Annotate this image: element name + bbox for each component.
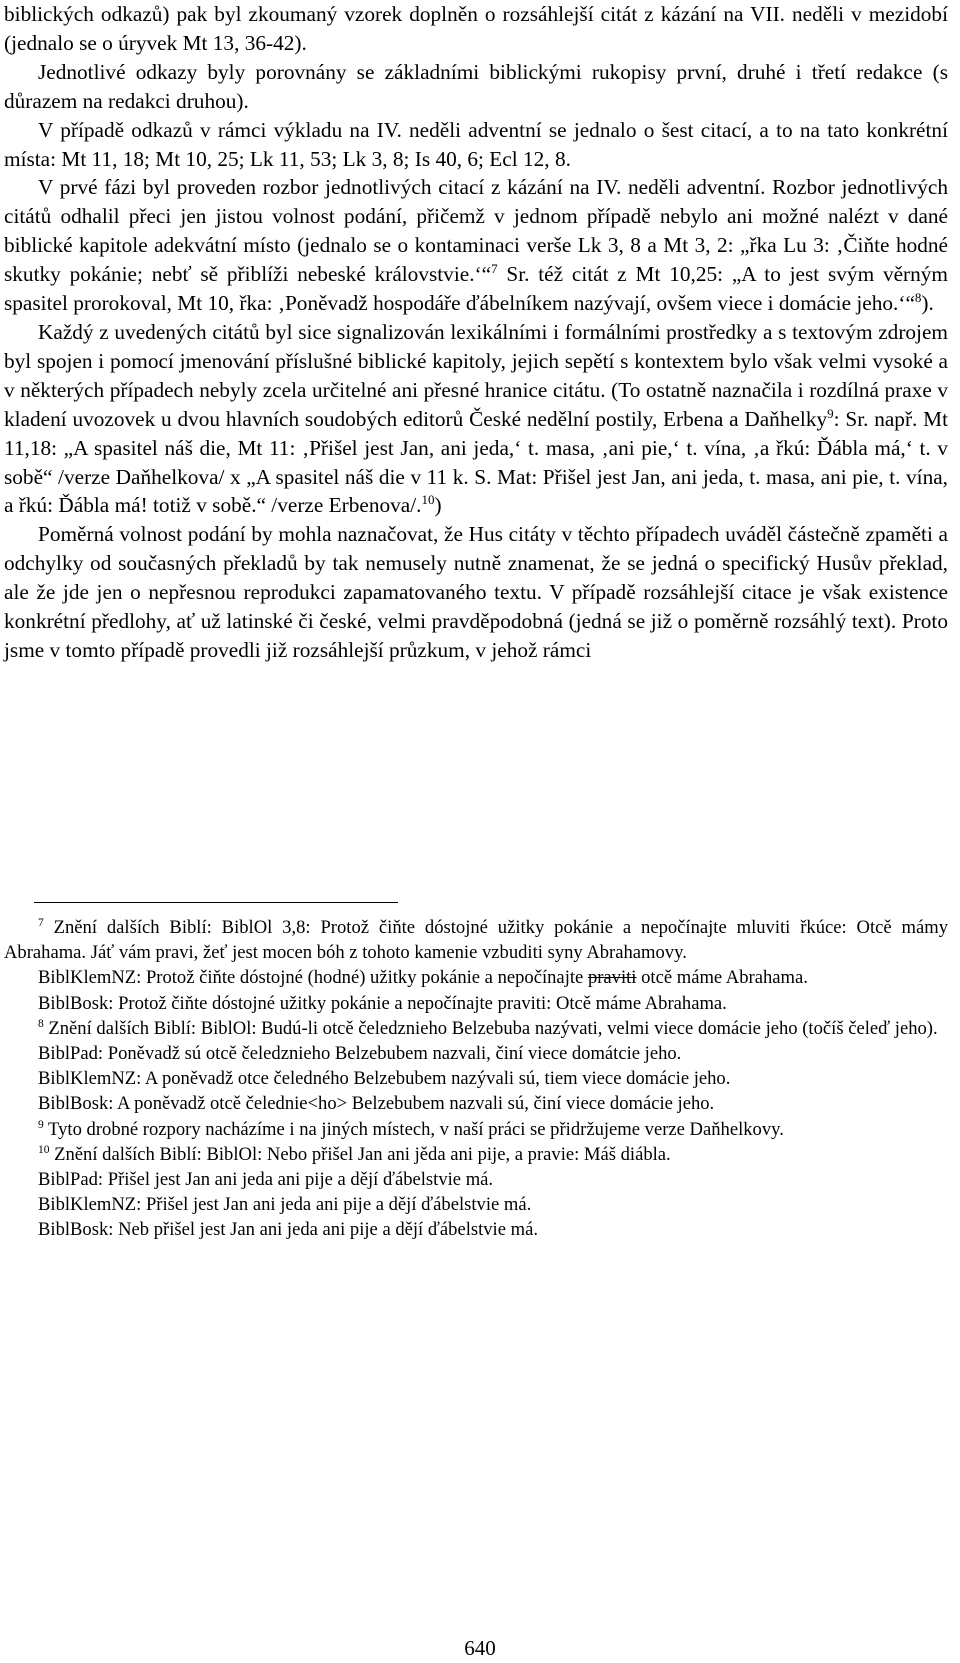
- footnotes: [4, 915, 948, 1243]
- footnote-9-text: Tyto drobné rozpory nacházíme i na jiných místech, v naší práci se přidržujeme verze Daňhelkovy.: [43, 1118, 784, 1140]
- paragraph-2: Jednotlivé odkazy byly porovnány se základními biblickými rukopisy první, druhé i třetí redakce (s důrazem na redakci druhou).: [4, 59, 948, 113]
- footnote-8-bosk: BiblBosk: A poněvadž otcě čelednie<ho> Belzebubem nazvali sú, činí viece domácie jeho.: [38, 1093, 715, 1115]
- footnote-7-klem-struck: praviti: [587, 967, 637, 989]
- footnote-9-number: 9: [38, 1118, 44, 1131]
- footnote-8: [4, 1016, 948, 1041]
- footnote-separator: [34, 902, 398, 903]
- footnote-8-number: 8: [38, 1017, 44, 1030]
- paragraph-6: Poměrná volnost podání by mohla naznačovat, že Hus citáty v těchto případech uváděl částečně zpaměti a odchylky od současných překladů by tak nemusely nutně znamenat, že se jedná o specifický Husův překlad, ale že jde jen o nepřesnou reprodukci zapamatovaného textu. V případě rozsáhlejší citace je však existence konkrétní předlohy, ať už latinské či české, velmi pravděpodobná (jedná se již o poměrně rozsáhlý text). Proto jsme v tomto případě provedli již rozsáhlejší průzkum, v jehož rámci: [4, 522, 948, 662]
- paragraph-1: biblických odkazů) pak byl zkoumaný vzorek doplněn o rozsáhlejší citát z kázání na VII. neděli v mezidobí (jednalo se o úryvek Mt 13, 36-42).: [4, 2, 948, 55]
- footnote-10-bosk: BiblBosk: Neb přišel jest Jan ani jeda ani pije a dějí ďábelstvie má.: [38, 1219, 538, 1241]
- footnote-ref-8[interactable]: 8: [914, 289, 922, 305]
- footnote-8-klem: BiblKlemNZ: A poněvadž otce čeledného Belzebubem nazývali sú, tiem viece domácie jeho.: [38, 1068, 731, 1090]
- footnote-10-text: Znění dalších Biblí: BiblOl: Nebo přišel Jan ani jěda ani pije, a pravie: Máš diábla.: [49, 1143, 671, 1165]
- footnote-10-pad: BiblPad: Přišel jest Jan ani jeda ani pije a dějí ďábelstvie má.: [38, 1169, 494, 1191]
- footnote-9: [4, 1117, 948, 1142]
- main-text: [4, 0, 948, 665]
- footnote-8-pad: BiblPad: Poněvadž sú otcě čeledznieho Belzebubem nazvali, činí viece domátcie jeho.: [38, 1043, 682, 1065]
- paragraph-4: [4, 173, 948, 318]
- paragraph-5-text-c: ): [434, 493, 442, 518]
- footnote-7-text: Znění dalších Biblí: BiblOl 3,8: Protož čiňte dóstojné užitky pokánie a nepočínajte mluviti řkúce: Otcě mámy Abrahama. Jáť vám pravi, žeť jest mocen bóh z tohoto kamenie vzbuditi syny Abrahamovy.: [4, 917, 948, 964]
- paragraph-4-text-b: Sr. též citát z Mt 10,25: „A to jest svým věrným spasitel prorokoval, Mt 10, řka: ‚Poněvadž hospodáře ďábelníkem nazývají, ovšem viece i domácie jeho.‘“: [4, 262, 948, 316]
- footnote-7-klem: [4, 965, 948, 990]
- footnote-7-klem-a: BiblKlemNZ: Protož čiňte dóstojné (hodné) užitky pokánie a nepočínajte: [38, 967, 588, 989]
- paragraph-4-text-a: V prvé fázi byl proveden rozbor jednotlivých citací z kázání na IV. neděli adventní. Rozbor jednotlivých citátů odhalil přeci jen jistou volnost podání, přičemž v jednom případě nebylo ani možné nalézt v dané biblické kapitole adekvátní místo (jednalo se o kontaminaci verše Lk 3, 8 a Mt 3, 2: „řka Lu 3: ‚Čiňte hodné skutky pokánie; nebť sě přiblíži nebeské královstvie.‘“: [4, 175, 948, 287]
- footnote-ref-10[interactable]: 10: [421, 492, 435, 508]
- paragraph-5: [4, 318, 948, 520]
- footnote-ref-7[interactable]: 7: [491, 261, 498, 277]
- paragraph-5-text-a: Každý z uvedených citátů byl sice signalizován lexikálními i formálními prostředky a s textovým zdrojem byl spojen i pomocí jmenování příslušné biblické kapitoly, jejich sepětí s kontextem bylo však velmi vysoké a v některých případech nebyly zcela určitelné ani přesné hranice citátu. (To ostatně naznačila i rozdílná praxe v kladení uvozovek u dvou hlavních soudobých editorů České nedělní postily, Erbena a Daňhelky: [4, 319, 948, 431]
- paragraph-3: V případě odkazů v rámci výkladu na IV. neděli adventní se jednalo o šest citací, a to na tato konkrétní místa: Mt 11, 18; Mt 10, 25; Lk 11, 53; Lk 3, 8; Is 40, 6; Ecl 12, 8.: [4, 117, 948, 171]
- footnote-10-number: 10: [38, 1143, 50, 1156]
- footnote-7-number: 7: [38, 916, 44, 929]
- paragraph-4-text-c: ).: [921, 291, 934, 316]
- footnote-7-bosk: BiblBosk: Protož čiňte dóstojné užitky pokánie a nepočínajte praviti: Otcě máme Abrahama.: [38, 992, 727, 1014]
- footnote-10: [4, 1142, 948, 1167]
- footnote-10-klem: BiblKlemNZ: Přišel jest Jan ani jeda ani pije a dějí ďábelstvie má.: [38, 1194, 532, 1216]
- page-number: 640: [464, 1636, 496, 1660]
- footnote-7: [4, 915, 948, 965]
- footnote-ref-9[interactable]: 9: [827, 405, 834, 421]
- footnote-7-klem-b: otcě máme Abrahama.: [636, 967, 808, 989]
- footnote-8-text: Znění dalších Biblí: BiblOl: Budú-li otcě čeledznieho Belzebuba nazývati, velmi viece domácie jeho (točíš čeleď jeho).: [43, 1017, 938, 1039]
- paragraph-5-text-b: : Sr. např. Mt 11,18: „A spasitel náš die, Mt 11: ‚Přišel jest Jan, ani jeda,‘ t. masa, ‚ani pie,‘ t. vína, ‚a řkú: Ďábla má,‘ t. v sobě“ /verze Daňhelkova/ x „A spasitel náš die v 11 k. S. Mat: Přišel jest Jan, ani jeda, t. masa, ani pie, t. vína, a řkú: Ďábla má! totiž v sobě.“ /verze Erbenova/.: [4, 406, 948, 518]
